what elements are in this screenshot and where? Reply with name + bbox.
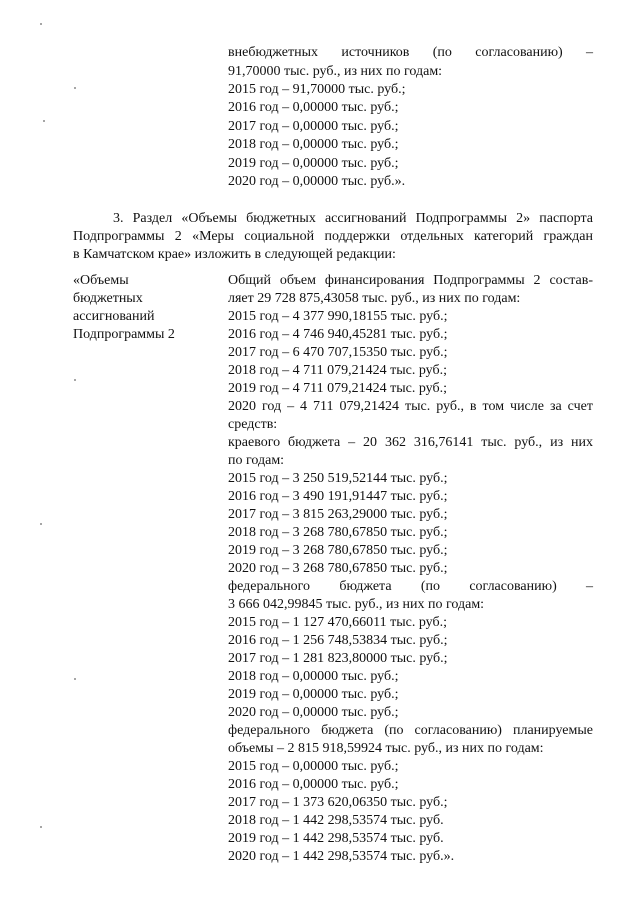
scan-speck [40, 826, 42, 828]
planned-year-2015: 2015 год – 0,00000 тыс. руб.; [228, 759, 399, 774]
federal-year-2017: 2017 год – 1 281 823,80000 тыс. руб.; [228, 651, 448, 666]
top-year-2016: 2016 год – 0,00000 тыс. руб.; [228, 100, 399, 115]
sources-word: средств: [228, 417, 278, 432]
federal-year-2019: 2019 год – 0,00000 тыс. руб.; [228, 687, 399, 702]
regional-year-2017: 2017 год – 3 815 263,29000 тыс. руб.; [228, 507, 448, 522]
federal-year-2020: 2020 год – 0,00000 тыс. руб.; [228, 705, 399, 720]
section3-line3: в Камчатском крае» изложить в следующей редакции: [73, 247, 396, 262]
scan-speck [40, 523, 42, 525]
federal-year-2015: 2015 год – 1 127 470,66011 тыс. руб.; [228, 615, 447, 630]
regional-year-2016: 2016 год – 3 490 191,91447 тыс. руб.; [228, 489, 448, 504]
planned-line2: объемы – 2 815 918,59924 тыс. руб., из них по годам: [228, 741, 544, 756]
planned-year-2018: 2018 год – 1 442 298,53574 тыс. руб. [228, 813, 444, 828]
section3-line1: 3. Раздел «Объемы бюджетных ассигнований Подпрограммы 2» паспорта [113, 211, 593, 226]
planned-year-2020: 2020 год – 1 442 298,53574 тыс. руб.». [228, 849, 455, 864]
top-block-line2: 91,70000 тыс. руб., из них по годам: [228, 64, 443, 79]
top-year-2020: 2020 год – 0,00000 тыс. руб.». [228, 174, 406, 189]
federal-year-2018: 2018 год – 0,00000 тыс. руб.; [228, 669, 399, 684]
left-label-line2: бюджетных [73, 291, 143, 306]
scan-speck [74, 678, 76, 680]
total-line2: ляет 29 728 875,43058 тыс. руб., из них по годам: [228, 291, 521, 306]
scan-speck [74, 87, 76, 89]
left-label-line4: Подпрограммы 2 [73, 327, 175, 342]
top-year-2017: 2017 год – 0,00000 тыс. руб.; [228, 119, 399, 134]
top-year-2018: 2018 год – 0,00000 тыс. руб.; [228, 137, 399, 152]
scan-speck [74, 379, 76, 381]
total-year-2019: 2019 год – 4 711 079,21424 тыс. руб.; [228, 381, 447, 396]
planned-year-2016: 2016 год – 0,00000 тыс. руб.; [228, 777, 399, 792]
total-year-2016: 2016 год – 4 746 940,45281 тыс. руб.; [228, 327, 448, 342]
top-year-2019: 2019 год – 0,00000 тыс. руб.; [228, 156, 399, 171]
left-label-line3: ассигнований [73, 309, 155, 324]
federal-line1: федерального бюджета (по согласованию) – [228, 579, 594, 594]
planned-year-2019: 2019 год – 1 442 298,53574 тыс. руб. [228, 831, 444, 846]
total-year-2018: 2018 год – 4 711 079,21424 тыс. руб.; [228, 363, 447, 378]
top-year-2015: 2015 год – 91,70000 тыс. руб.; [228, 82, 406, 97]
total-line1: Общий объем финансирования Подпрограммы 2 состав- [228, 273, 593, 288]
total-year-2017: 2017 год – 6 470 707,15350 тыс. руб.; [228, 345, 448, 360]
scan-speck [40, 23, 42, 25]
total-year-2020: 2020 год – 4 711 079,21424 тыс. руб., в том числе за счет [228, 399, 593, 414]
regional-year-2015: 2015 год – 3 250 519,52144 тыс. руб.; [228, 471, 448, 486]
federal-year-2016: 2016 год – 1 256 748,53834 тыс. руб.; [228, 633, 448, 648]
regional-year-2018: 2018 год – 3 268 780,67850 тыс. руб.; [228, 525, 448, 540]
regional-line2: по годам: [228, 453, 285, 468]
left-label-line1: «Объемы [73, 273, 129, 288]
planned-line1: федерального бюджета (по согласованию) планируемые [228, 723, 593, 738]
federal-line2: 3 666 042,99845 тыс. руб., из них по годам: [228, 597, 485, 612]
section3-line2: Подпрограммы 2 «Меры социальной поддержки отдельных категорий граждан [73, 229, 593, 244]
regional-year-2019: 2019 год – 3 268 780,67850 тыс. руб.; [228, 543, 448, 558]
regional-line1: краевого бюджета – 20 362 316,76141 тыс. руб., из них [228, 435, 593, 450]
scan-speck [43, 120, 45, 122]
top-block-line1: внебюджетных источников (по согласованию) – [228, 45, 594, 60]
planned-year-2017: 2017 год – 1 373 620,06350 тыс. руб.; [228, 795, 448, 810]
regional-year-2020: 2020 год – 3 268 780,67850 тыс. руб.; [228, 561, 448, 576]
total-year-2015: 2015 год – 4 377 990,18155 тыс. руб.; [228, 309, 448, 324]
